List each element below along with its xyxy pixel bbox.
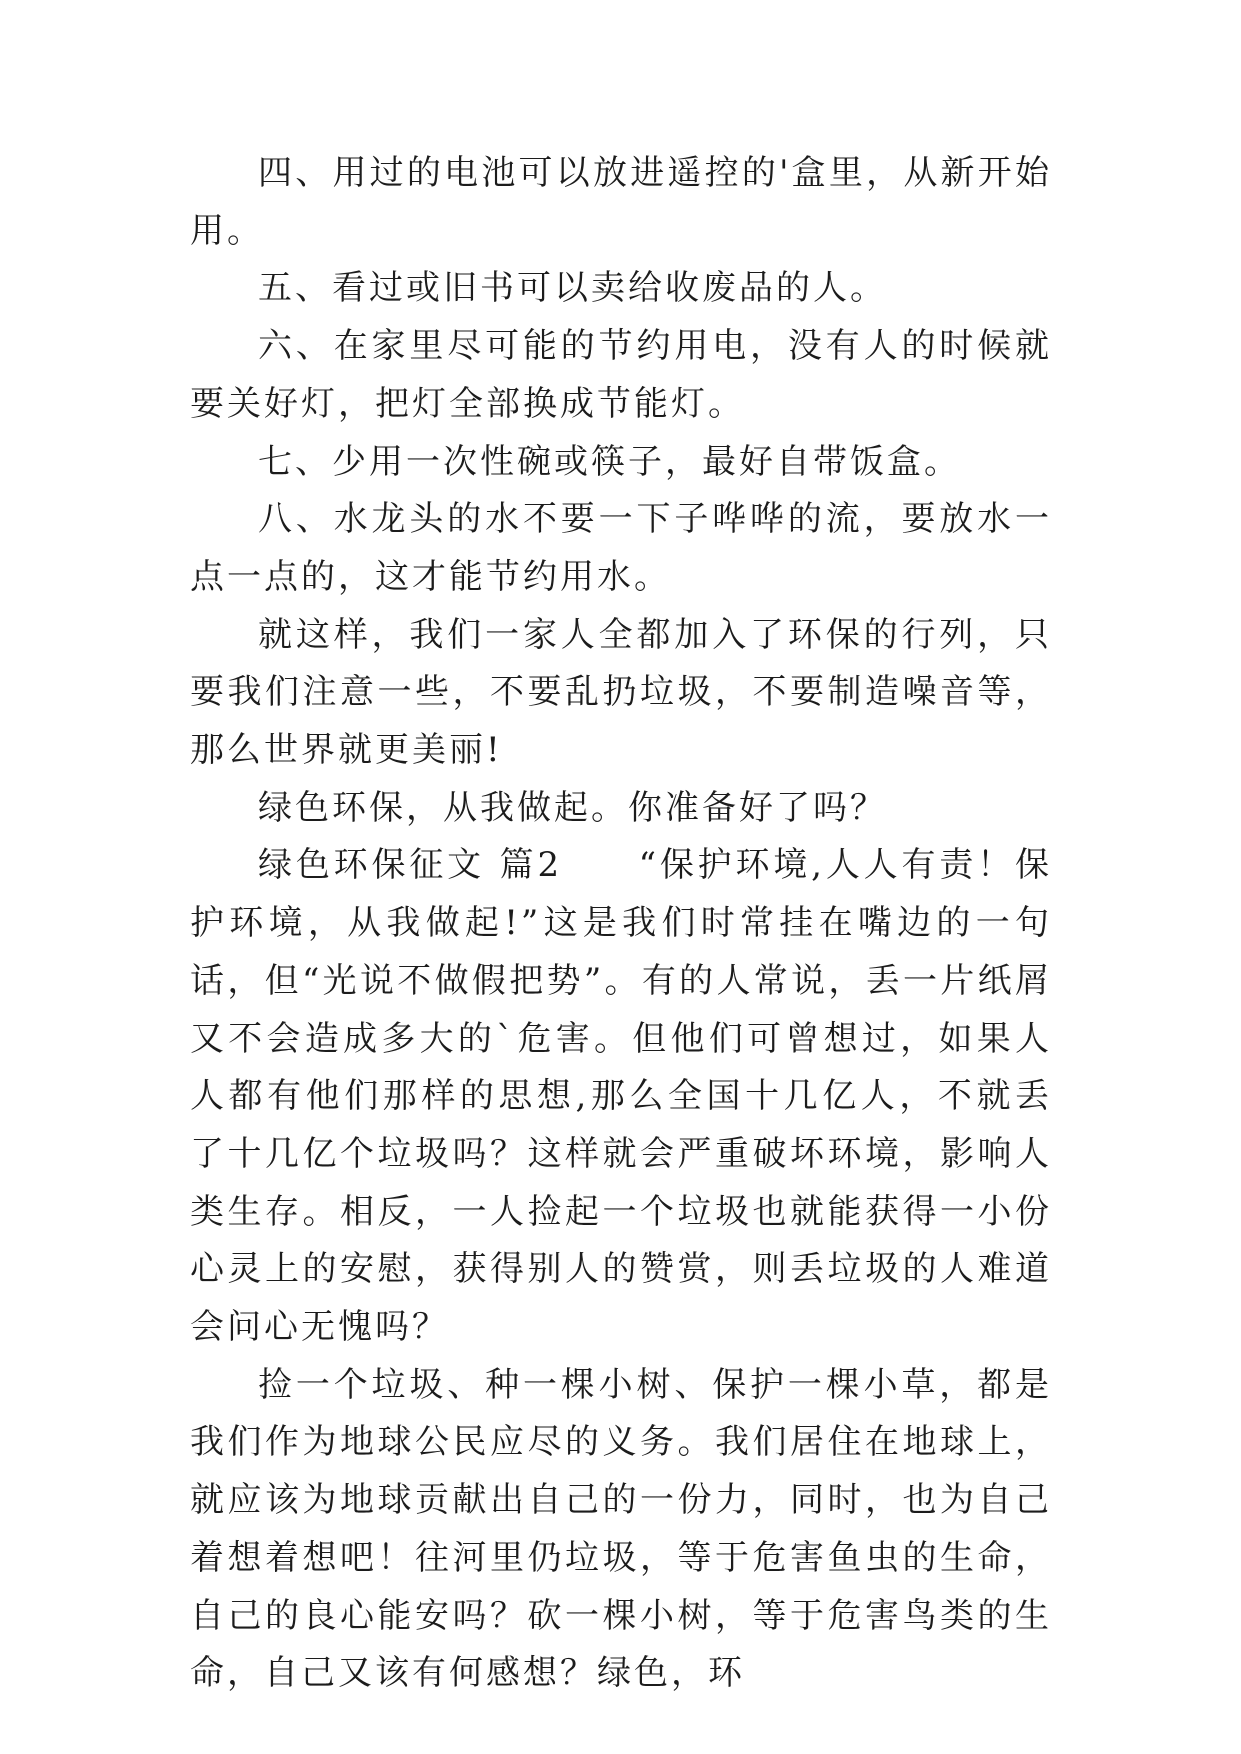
section-gap bbox=[562, 845, 639, 885]
section-2 bbox=[190, 837, 1052, 1356]
paragraph-item-6: 六、在家里尽可能的节约用电，没有人的时候就要关好灯，把灯全部换成节能灯。 bbox=[190, 326, 1052, 424]
paragraph-item-4: 四、用过的电池可以放进遥控的'盒里，从新开始用。 bbox=[190, 153, 1052, 251]
section-body: “保护环境,人人有责！保护环境，从我做起!”这是我们时常挂在嘴边的一句话，但“光说不做假把势”。有的人常说，丢一片纸屑又不会造成多大的`危害。但他们可曾想过，如果人人都有他们那样的思想,那么全国十几亿人，不就丢了十几亿个垃圾吗？这样就会严重破坏环境，影响人类生存。相反，一人捡起一个垃圾也就能获得一小份心灵上的安慰，获得别人的赞赏，则丢垃圾的人难道会问心无愧吗？ bbox=[190, 845, 1052, 1348]
section-title: 绿色环保征文 篇2 bbox=[258, 845, 563, 886]
document-page bbox=[190, 145, 1052, 1703]
paragraph-item-5: 五、看过或旧书可以卖给收废品的人。 bbox=[258, 268, 887, 309]
paragraph-item-8: 八、水龙头的水不要一下子哗哗的流，要放水一点一点的，这才能节约用水。 bbox=[190, 499, 1052, 597]
paragraph-summary: 就这样，我们一家人全都加入了环保的行列，只要我们注意一些，不要乱扔垃圾，不要制造噪音等，那么世界就更美丽! bbox=[190, 614, 1052, 771]
paragraph-item-7: 七、少用一次性碗或筷子，最好自带饭盒。 bbox=[258, 441, 961, 482]
paragraph-question: 绿色环保，从我做起。你准备好了吗？ bbox=[258, 787, 887, 828]
paragraph-final: 捡一个垃圾、种一棵小树、保护一棵小草，都是我们作为地球公民应尽的义务。我们居住在地球上，就应该为地球贡献出自己的一份力，同时，也为自己着想着想吧！往河里仍垃圾，等于危害鱼虫的生命，自己的良心能安吗？砍一棵小树，等于危害鸟类的生命，自己又该有何感想？绿色，环 bbox=[190, 1364, 1052, 1694]
